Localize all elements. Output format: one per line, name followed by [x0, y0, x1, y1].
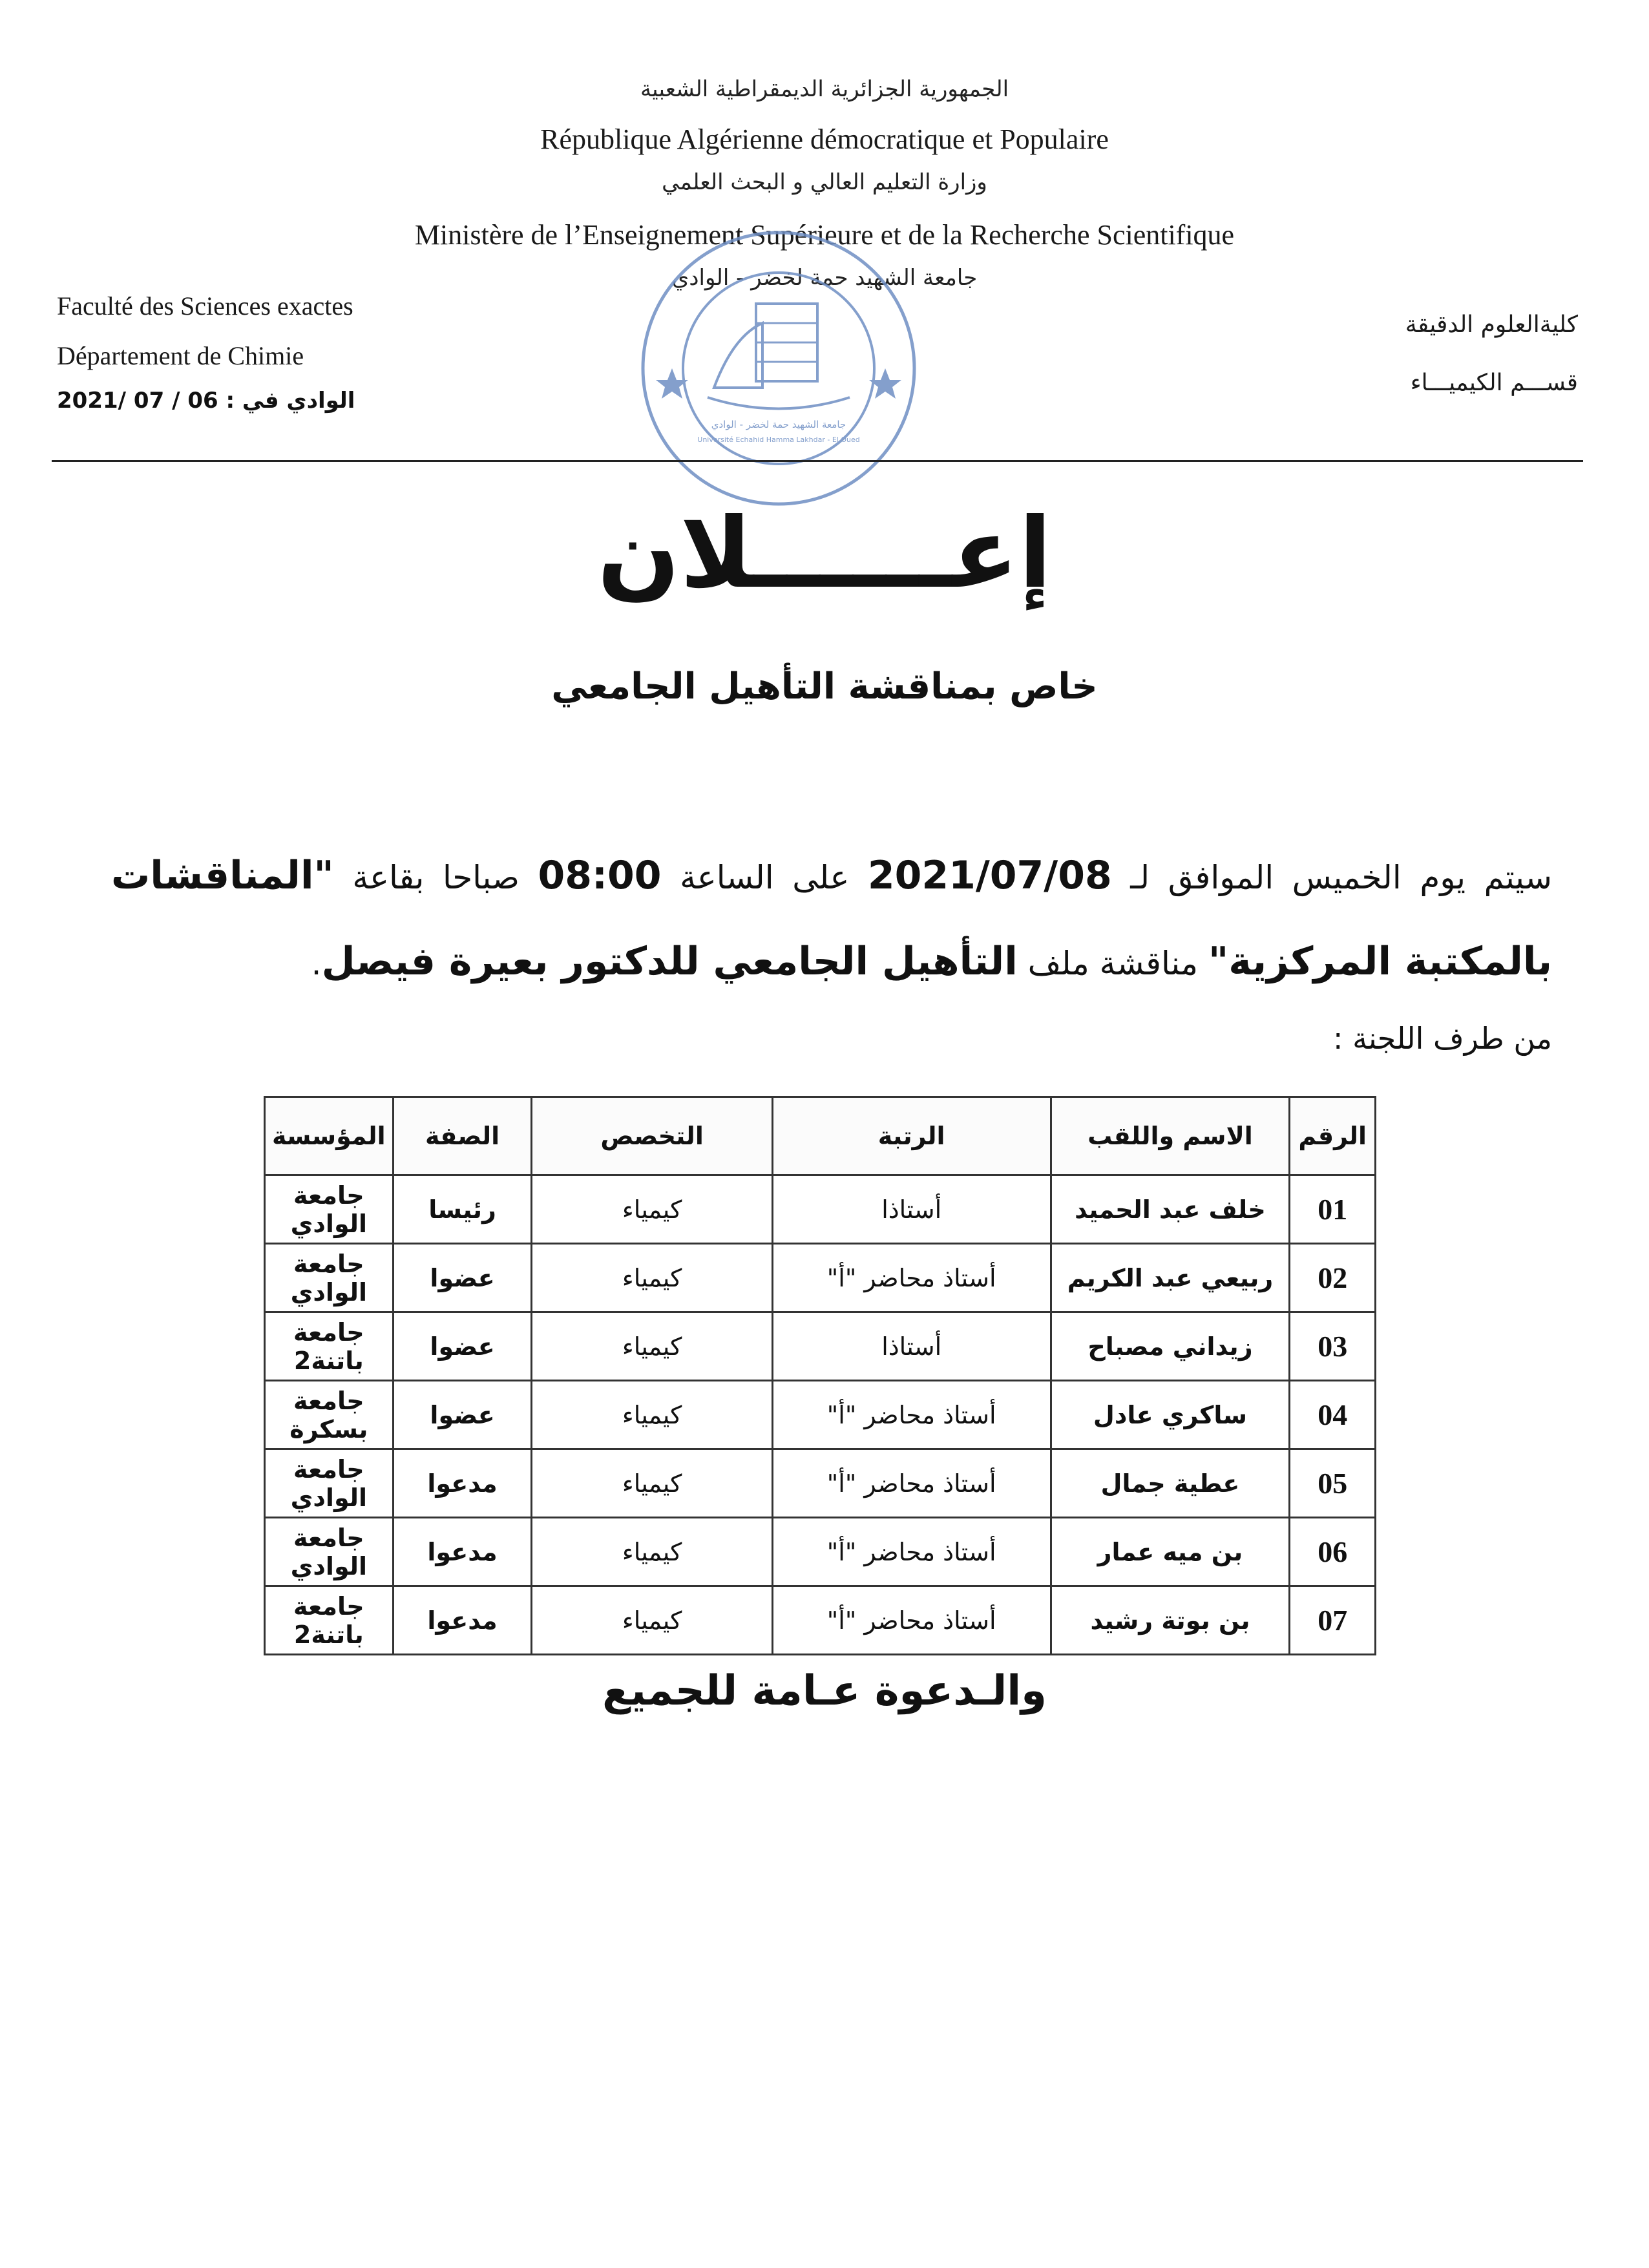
cell-name: عطية جمال: [1051, 1449, 1290, 1518]
body-text-2: على الساعة: [661, 859, 868, 896]
col-name: الاسم واللقب: [1051, 1097, 1290, 1175]
cell-rank: أستاذا: [772, 1312, 1051, 1381]
closing-invitation: والـدعوة عـامة للجميع: [602, 1667, 1047, 1715]
cell-name: خلف عبد الحميد: [1051, 1175, 1290, 1244]
col-role: الصفة: [393, 1097, 532, 1175]
defense-hall: "المناقشات بالمكتبة المركزية": [111, 853, 1552, 984]
cell-role: عضوا: [393, 1381, 532, 1449]
cell-role: مدعوا: [393, 1586, 532, 1655]
cell-rank: أستاذ محاضر "أ": [772, 1244, 1051, 1312]
department-fr: Département de Chimie: [57, 341, 304, 370]
cell-role: مدعوا: [393, 1518, 532, 1586]
col-specialty: التخصص: [532, 1097, 772, 1175]
col-rank: الرتبة: [772, 1097, 1051, 1175]
defense-subject: التأهيل الجامعي للدكتور بعيرة فيصل: [321, 939, 1018, 984]
cell-number: 04: [1290, 1381, 1376, 1449]
cell-specialty: كيمياء: [532, 1586, 772, 1655]
table-row: [265, 1244, 1376, 1312]
cell-number: 07: [1290, 1586, 1376, 1655]
cell-number: 01: [1290, 1175, 1376, 1244]
cell-role: عضوا: [393, 1312, 532, 1381]
cell-name: زيداني مصباح: [1051, 1312, 1290, 1381]
faculty-fr: Faculté des Sciences exactes: [57, 291, 353, 320]
cell-number: 02: [1290, 1244, 1376, 1312]
republic-ar: الجمهورية الجزائرية الديمقراطية الشعبية: [640, 76, 1009, 102]
cell-role: رئيسا: [393, 1175, 532, 1244]
cell-number: 03: [1290, 1312, 1376, 1381]
announcement-body: [111, 834, 1552, 1005]
cell-rank: أستاذ محاضر "أ": [772, 1586, 1051, 1655]
cell-institution: جامعة الوادي: [265, 1244, 394, 1312]
table-header-row: [265, 1097, 1376, 1175]
cell-institution: جامعة الوادي: [265, 1449, 394, 1518]
defense-date: 2021/07/08: [867, 853, 1112, 898]
cell-number: 05: [1290, 1449, 1376, 1518]
body-text-end: .: [311, 945, 322, 982]
body-text-1: سيتم يوم الخميس الموافق لـ: [1111, 859, 1552, 896]
defense-time: 08:00: [538, 853, 662, 898]
university-seal: [636, 226, 921, 510]
body-text-4: مناقشة ملف: [1017, 945, 1208, 982]
cell-role: مدعوا: [393, 1449, 532, 1518]
cell-institution: جامعة باتنة2: [265, 1312, 394, 1381]
committee-table: [264, 1096, 1376, 1655]
cell-rank: أستاذ محاضر "أ": [772, 1518, 1051, 1586]
cell-specialty: كيمياء: [532, 1449, 772, 1518]
cell-institution: جامعة باتنة2: [265, 1586, 394, 1655]
ministry-fr: Ministère de l’Enseignement Supérieure et de la Recherche Scientifique: [414, 219, 1235, 251]
header-divider: [52, 460, 1583, 462]
cell-institution: جامعة الوادي: [265, 1518, 394, 1586]
seal-text-fr: Université Echahid Hamma Lakhdar - El Oued: [697, 436, 860, 444]
cell-name: ربيعي عبد الكريم: [1051, 1244, 1290, 1312]
cell-specialty: كيمياء: [532, 1381, 772, 1449]
cell-rank: أستاذا: [772, 1175, 1051, 1244]
table-row: [265, 1312, 1376, 1381]
announcement-title: إعــــــلان: [597, 498, 1052, 610]
cell-rank: أستاذ محاضر "أ": [772, 1381, 1051, 1449]
cell-institution: جامعة الوادي: [265, 1175, 394, 1244]
cell-specialty: كيمياء: [532, 1175, 772, 1244]
ministry-ar: وزارة التعليم العالي و البحث العلمي: [662, 169, 987, 195]
cell-role: عضوا: [393, 1244, 532, 1312]
cell-number: 06: [1290, 1518, 1376, 1586]
table-row: [265, 1449, 1376, 1518]
republic-fr: République Algérienne démocratique et Populaire: [540, 123, 1109, 155]
university-ar: جامعة الشهيد حمة لخضر - الوادي: [671, 265, 978, 291]
department-ar: قســـم الكيميـــاء: [1410, 370, 1578, 396]
table-row: [265, 1586, 1376, 1655]
cell-specialty: كيمياء: [532, 1244, 772, 1312]
cell-rank: أستاذ محاضر "أ": [772, 1449, 1051, 1518]
cell-institution: جامعة بسكرة: [265, 1381, 394, 1449]
table-row: [265, 1175, 1376, 1244]
cell-specialty: كيمياء: [532, 1518, 772, 1586]
announcement-subtitle: خاص بمناقشة التأهيل الجامعي: [551, 666, 1098, 708]
cell-name: بن ميه عمار: [1051, 1518, 1290, 1586]
table-row: [265, 1518, 1376, 1586]
cell-name: ساكري عادل: [1051, 1381, 1290, 1449]
cell-specialty: كيمياء: [532, 1312, 772, 1381]
col-institution: المؤسسة: [265, 1097, 394, 1175]
faculty-ar: كليةالعلوم الدقيقة: [1405, 311, 1578, 338]
body-text-3: صباحا بقاعة: [333, 859, 538, 896]
cell-name: بن بوتة رشيد: [1051, 1586, 1290, 1655]
committee-intro: من طرف اللجنة :: [1333, 1021, 1552, 1056]
table-row: [265, 1381, 1376, 1449]
date-line: الوادي في : 06 / 07 /2021: [57, 388, 355, 414]
seal-text-ar: جامعة الشهيد حمة لخضر - الوادي: [711, 419, 846, 430]
col-number: الرقم: [1290, 1097, 1376, 1175]
